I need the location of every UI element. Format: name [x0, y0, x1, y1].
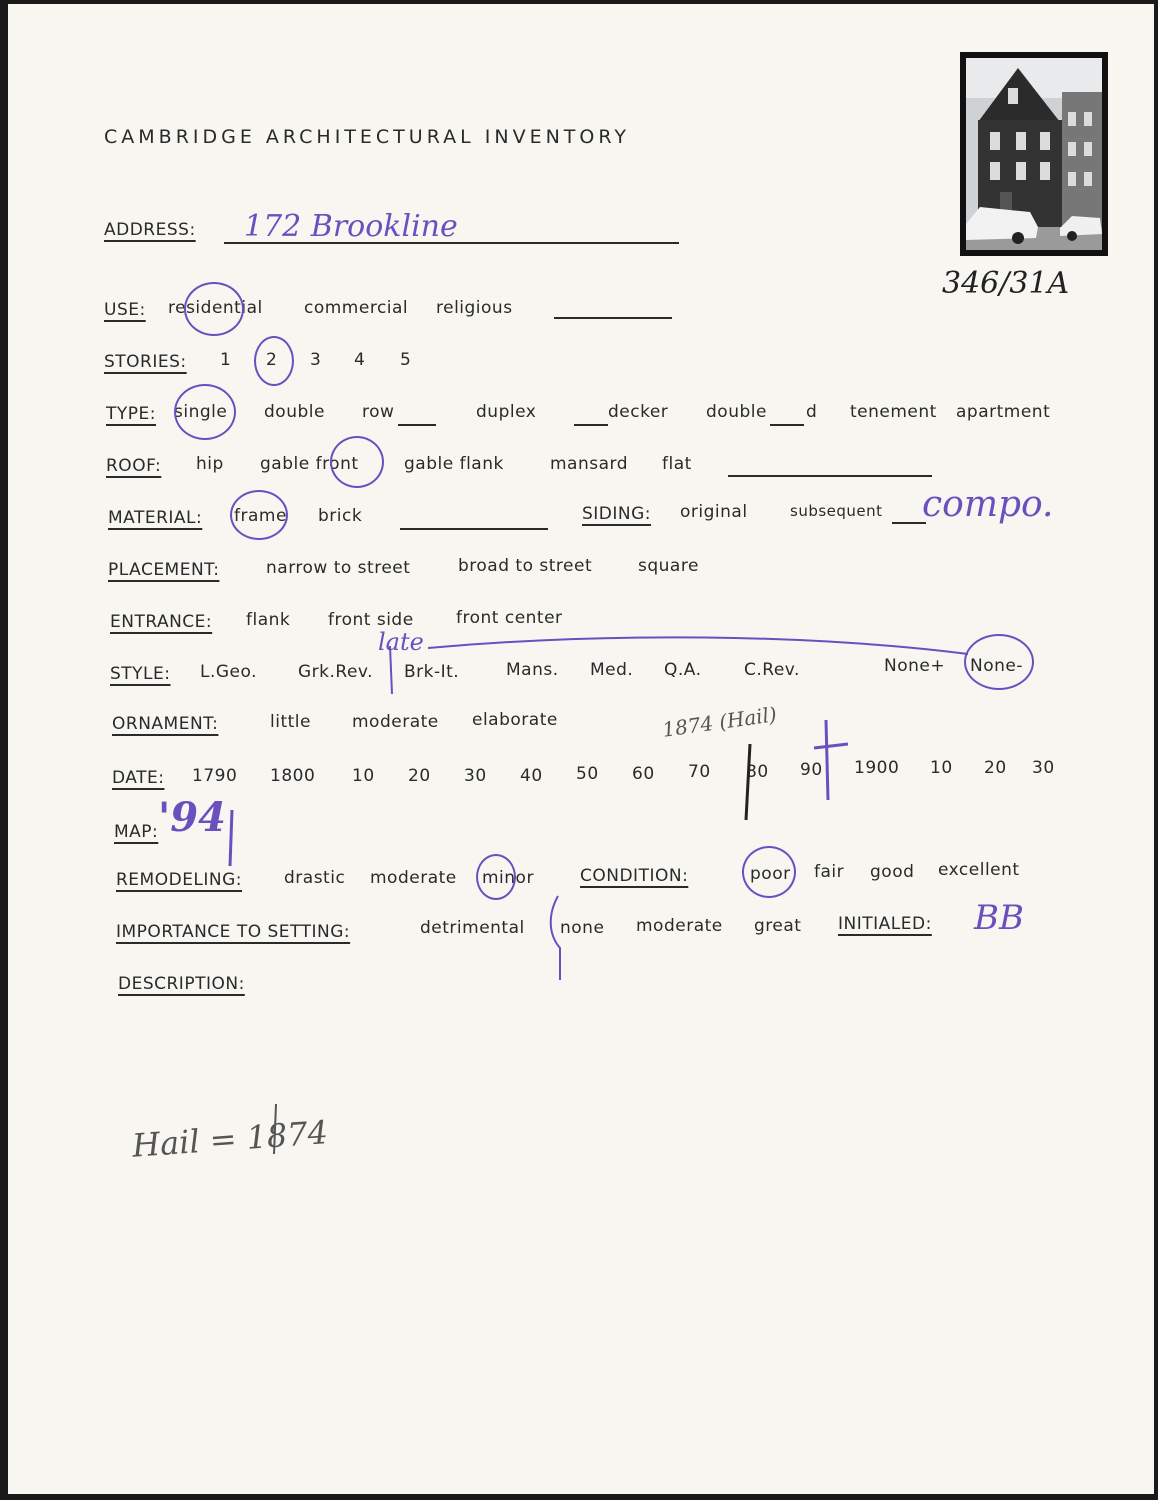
initialed-label: INITIALED:	[838, 914, 932, 934]
date-option-1920: 20	[984, 758, 1007, 778]
style-annotation: late	[378, 628, 424, 656]
condition-option-excellent: excellent	[938, 860, 1020, 880]
use-label: USE:	[104, 300, 146, 320]
date-option-1890: 90	[800, 760, 823, 780]
map-value: '94	[158, 794, 226, 841]
siding-option-original: original	[680, 502, 748, 522]
placement-option-broad: broad to street	[458, 556, 593, 576]
roof-option-gable-flank: gable flank	[404, 454, 504, 474]
condition-option-fair: fair	[814, 862, 845, 882]
date-1874-mark	[746, 744, 750, 820]
remodeling-label: REMODELING:	[116, 870, 243, 890]
stories-option-2: 2	[266, 350, 278, 370]
address-value: 172 Brookline	[244, 209, 458, 244]
importance-option-moderate: moderate	[636, 916, 723, 936]
ink-marks	[8, 4, 1154, 1494]
ornament-option-moderate: moderate	[352, 712, 439, 732]
ornament-option-elaborate: elaborate	[472, 710, 558, 730]
importance-option-detrimental: detrimental	[420, 918, 525, 938]
roof-option-gable-front: gable front	[260, 454, 359, 474]
date-option-1830: 30	[464, 766, 487, 786]
style-option-med: Med.	[590, 660, 634, 680]
stories-option-3: 3	[310, 350, 322, 370]
use-option-religious: religious	[436, 298, 513, 318]
date-option-1810: 10	[352, 766, 375, 786]
type-option-d: d	[806, 402, 818, 422]
date-option-1860: 60	[632, 764, 655, 784]
material-label: MATERIAL:	[108, 508, 203, 528]
stories-label: STORIES:	[104, 352, 187, 372]
condition-option-good: good	[870, 862, 915, 882]
condition-label: CONDITION:	[580, 866, 689, 886]
entrance-option-front-center: front center	[456, 608, 563, 628]
form-title: CAMBRIDGE ARCHITECTURAL INVENTORY	[104, 126, 630, 148]
importance-option-great: great	[754, 916, 802, 936]
siding-option-subsequent: subsequent	[790, 502, 883, 520]
style-option-lgeo: L.Geo.	[200, 662, 258, 682]
type-option-apartment: apartment	[956, 402, 1051, 422]
importance-option-none: none	[560, 918, 605, 938]
roof-option-flat: flat	[662, 454, 692, 474]
date-option-1880: 80	[746, 762, 769, 782]
style-option-crev: C.Rev.	[744, 660, 800, 680]
style-option-none-plus: None+	[884, 656, 946, 676]
date-option-1870: 70	[688, 762, 711, 782]
ornament-label: ORNAMENT:	[112, 714, 219, 734]
date-option-1800: 1800	[270, 766, 316, 786]
map-label: MAP:	[114, 822, 159, 842]
note-bracket	[274, 1104, 276, 1154]
stories-option-1: 1	[220, 350, 232, 370]
style-option-none-minus: None-	[970, 656, 1023, 676]
condition-option-poor: poor	[750, 864, 791, 884]
date-option-1850: 50	[576, 764, 599, 784]
date-option-1820: 20	[408, 766, 431, 786]
importance-label: IMPORTANCE TO SETTING:	[116, 922, 351, 942]
entrance-label: ENTRANCE:	[110, 612, 213, 632]
remodeling-option-moderate: moderate	[370, 868, 457, 888]
date-range-cross-mark	[814, 720, 848, 800]
style-start-tick	[390, 646, 392, 694]
initialed-value: BB	[974, 898, 1024, 938]
remodeling-option-minor: minor	[482, 868, 534, 888]
use-option-commercial: commercial	[304, 298, 409, 318]
type-option-tenement: tenement	[850, 402, 937, 422]
type-option-decker: decker	[608, 402, 669, 422]
inventory-form	[8, 4, 1154, 1494]
type-option-row: row	[362, 402, 395, 422]
description-label: DESCRIPTION:	[118, 974, 245, 994]
style-option-mans: Mans.	[506, 660, 559, 680]
style-option-grkrev: Grk.Rev.	[298, 662, 374, 682]
style-label: STYLE:	[110, 664, 171, 684]
map-stroke	[230, 810, 232, 866]
importance-selection-mark	[551, 896, 560, 980]
entrance-option-flank: flank	[246, 610, 291, 630]
photo-reference-number: 346/31A	[942, 266, 1070, 301]
ornament-option-little: little	[270, 712, 311, 732]
hail-date-note: Hail = 1874	[130, 1113, 330, 1165]
placement-option-narrow: narrow to street	[266, 558, 411, 578]
material-option-brick: brick	[318, 506, 363, 526]
roof-option-mansard: mansard	[550, 454, 629, 474]
siding-label: SIDING:	[582, 504, 652, 524]
stories-option-4: 4	[354, 350, 366, 370]
siding-value: compo.	[922, 484, 1054, 525]
date-option-1900: 1900	[854, 758, 900, 778]
type-label: TYPE:	[106, 404, 156, 424]
type-option-double-decker: double	[706, 402, 767, 422]
date-option-1790: 1790	[192, 766, 238, 786]
material-option-frame: frame	[234, 506, 287, 526]
type-option-duplex: duplex	[476, 402, 537, 422]
type-option-double: double	[264, 402, 325, 422]
use-option-residential: residential	[168, 298, 263, 318]
date-option-1840: 40	[520, 766, 543, 786]
roof-option-hip: hip	[196, 454, 224, 474]
style-option-brkit: Brk-It.	[404, 662, 460, 682]
date-option-1930: 30	[1032, 758, 1055, 778]
stories-option-5: 5	[400, 350, 412, 370]
entrance-option-front-side: front side	[328, 610, 414, 630]
placement-option-square: square	[638, 556, 699, 576]
date-option-1910: 10	[930, 758, 953, 778]
address-label: ADDRESS:	[104, 220, 196, 240]
style-range-line	[428, 637, 968, 654]
style-option-qa: Q.A.	[664, 660, 702, 680]
date-label: DATE:	[112, 768, 165, 788]
placement-label: PLACEMENT:	[108, 560, 220, 580]
date-annotation: 1874 (Hail)	[660, 702, 779, 742]
type-option-single: single	[174, 402, 228, 422]
remodeling-option-drastic: drastic	[284, 868, 346, 888]
roof-label: ROOF:	[106, 456, 162, 476]
